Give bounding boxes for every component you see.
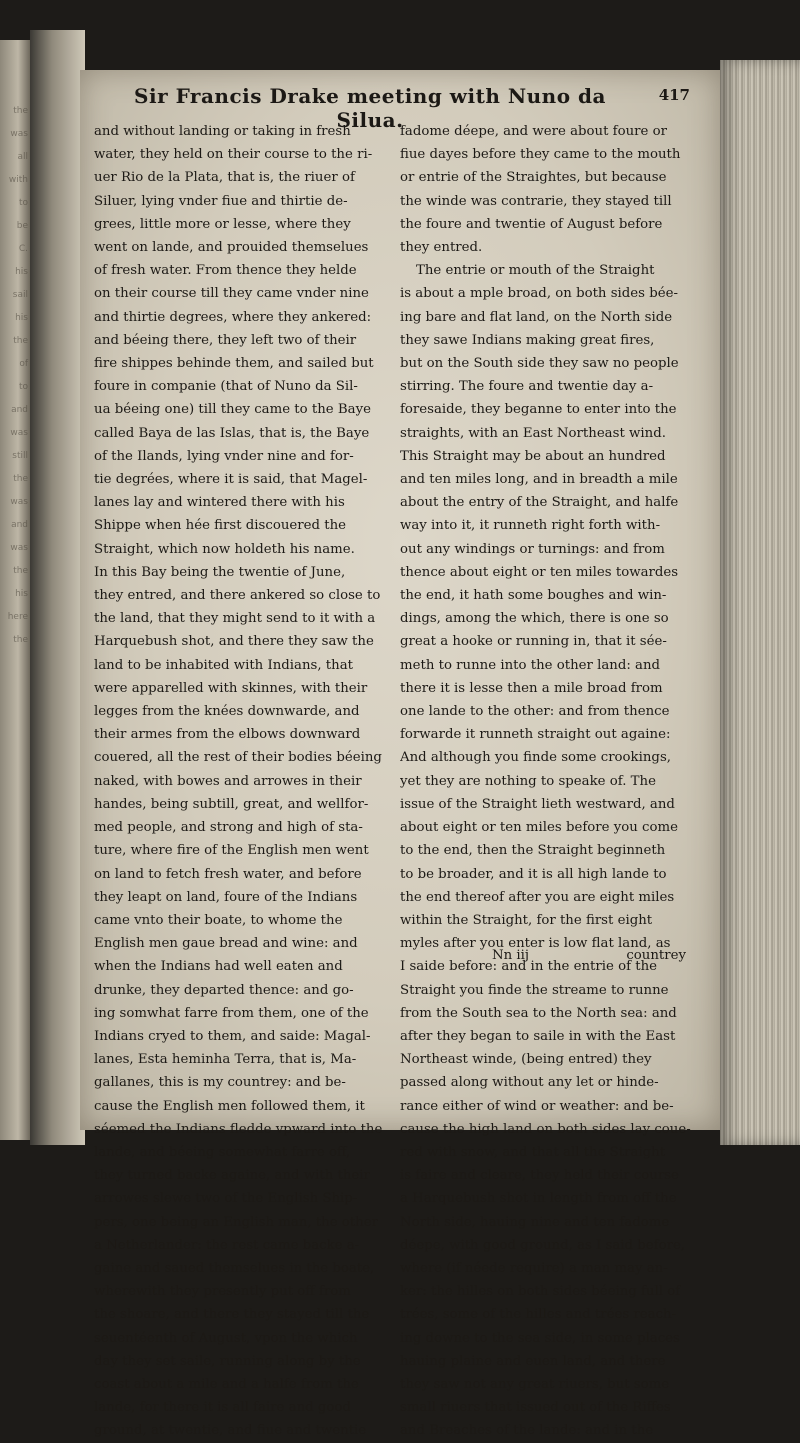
text-line: Straight, which now holdeth his name.: [94, 541, 355, 557]
text-line: fiue dayes before they came to the mouth: [400, 147, 681, 163]
page-number: 417: [658, 86, 690, 104]
text-line: a Harquebush shot in length from off the: [400, 1191, 677, 1207]
text-line: and Breaches of the lande: and in the: [400, 1423, 654, 1439]
text-line: ing downe to the sea side, in some places: [400, 1330, 680, 1346]
text-line: I saide before: and in the entrie of the: [400, 959, 658, 975]
text-line: the land, that they might send to it with a: [94, 611, 376, 627]
text-line: And although you finde some crookings,: [400, 750, 671, 766]
text-line: way into it, it runneth right forth with-: [400, 518, 661, 534]
text-line: issue of the Straight lieth westward, and: [400, 796, 675, 812]
text-line: naked, with bowes and arrowes in their: [94, 773, 362, 789]
text-line: of fresh water. From thence they helde: [94, 263, 357, 279]
text-line: and without landing or taking in fresh: [94, 124, 351, 139]
book-gutter: [30, 30, 85, 1145]
text-line: to be broader, and it is all high lande to: [400, 866, 667, 882]
text-line: from the South sea to the North sea: and: [400, 1005, 677, 1021]
text-line: when the Indians had well eaten and: [94, 959, 343, 975]
text-line: were apparelled with skinnes, with their: [94, 680, 368, 696]
text-line: myles after you enter is low flat land, as: [400, 936, 671, 952]
left-text-column: [94, 120, 390, 1443]
text-line: The entrie or mouth of the Straight: [416, 263, 655, 279]
text-line: grees, little more or lesse, where they: [94, 216, 351, 232]
text-line: red with snow, and that all the Straight: [400, 1144, 666, 1160]
text-line: thence about eight or ten miles towardes: [400, 564, 679, 580]
text-line: uer Rio de la Plata, that is, the riuer of: [94, 170, 355, 186]
text-line: but on the South side they saw no people: [400, 356, 679, 372]
text-line: came vnto their boate, to whome the: [94, 912, 343, 928]
text-line: gallanes, this is my countrey: and be-: [94, 1075, 346, 1091]
text-line: of the Ilands, lying vnder nine and for-: [94, 448, 354, 464]
text-line: dings, among the which, there is one so: [400, 611, 669, 627]
text-line: Shippe when hée first discouered the: [94, 518, 347, 534]
text-line: forwarde it runneth straight out againe:: [400, 727, 671, 743]
text-line: is about a mple broad, on both sides bée-: [400, 286, 678, 302]
text-line: meth to runne into the other land: and: [400, 657, 661, 673]
text-line: legges from the knées downwarde, and: [94, 704, 360, 720]
right-text-column: [400, 120, 696, 1443]
text-line: déepe, with good ground, as I said before,: [400, 1237, 686, 1253]
text-line: and thirtie degrees, where they ankered:: [94, 309, 372, 325]
text-line: called Baya de las Islas, that is, the Baye: [94, 425, 370, 441]
text-line: the end thereof after you are eight miles: [400, 889, 675, 905]
text-line: on land to fetch fresh water, and before: [94, 866, 362, 882]
text-line: a Netherlander: the rest came backe a-: [94, 1237, 360, 1253]
text-line: about eight or ten miles before you come: [400, 820, 678, 836]
book-page: [80, 70, 720, 1439]
text-line: In this Bay being the twentie of June,: [94, 564, 346, 580]
text-line: yet they are nothing to speake of. The: [400, 773, 656, 789]
text-line: on their course till they came vnder nine: [94, 286, 369, 302]
text-line: lande, and béeing somewhat farre off,: [94, 1144, 351, 1160]
text-line: séemed the Indians fledde vpward into the: [94, 1121, 383, 1137]
text-line: is faire and cleare, they held their course: [400, 1168, 679, 1184]
text-line: seuentéenth of August, vpon the which: [94, 1330, 358, 1346]
text-line: there it is lesse then a mile broad from: [400, 680, 663, 696]
text-line: the shoare, and there they stayed till the: [94, 1307, 370, 1323]
text-line: fadome déepe, and were about foure or: [400, 124, 667, 139]
text-line: arrowes slewe two of the English Ship-: [94, 1191, 358, 1207]
text-line: Straight you finde the streame to runne: [400, 982, 669, 998]
text-line: passed along without any let or hinde-: [400, 1075, 659, 1091]
text-line: or entrie of the Straightes, but because: [400, 170, 667, 186]
text-line: lanes lay and wintered there with his: [94, 495, 345, 511]
text-line: foresaide, they beganne to enter into the: [400, 402, 677, 418]
text-line: they entred.: [400, 240, 483, 256]
running-title: Sir Francis Drake meeting with Nuno da Silua.: [134, 84, 606, 132]
text-line: land to be inhabited with Indians, that: [94, 657, 353, 673]
text-line: trées, some of the hilles and trées reach-: [400, 1307, 677, 1323]
text-line: cause the high land on both sides lay coue-: [400, 1121, 691, 1137]
text-line: ing bare and flat land, on the North side: [400, 309, 673, 325]
text-line: they entred, and there ankered so close to: [94, 588, 381, 604]
text-line: tie degrées, where it is said, that Magel-: [94, 472, 368, 488]
text-line: This Straight may be about an hundred: [400, 448, 666, 464]
text-line: small riuers that issued out of the Riffes: [400, 1400, 671, 1416]
text-line: rance either of wind or weather: and be-: [400, 1098, 674, 1114]
text-line: Siluer, lying vnder fiue and thirtie de-: [94, 193, 348, 209]
text-line: the winde was contrarie, they stayed till: [400, 193, 672, 209]
text-line: they saw not any great riuers, but some: [400, 1376, 670, 1392]
text-line: cause the English men followed them, it: [94, 1098, 365, 1114]
text-line: coast about a mile and a halfe from the: [94, 1376, 359, 1392]
text-line: ing somwhat farre from them, one of the: [94, 1005, 369, 1021]
text-line: ua béeing one) till they came to the Baye: [94, 402, 371, 418]
text-line: they sawe Indians making great fires,: [400, 332, 655, 348]
text-line: the end, it hath some boughes and win-: [400, 588, 667, 604]
text-line: hauing plaine and euen land, and there: [400, 1353, 666, 1369]
text-line: Northeast winde, (being entred) they: [400, 1052, 652, 1068]
adjacent-page-text: the was all with to be C. his sail his the of to and was still the was and was the his here the: [7, 106, 28, 645]
text-line: within the Straight, for the first eight: [400, 912, 653, 928]
text-line: to the end, then the Straight beginneth: [400, 843, 666, 859]
text-line: foure in companie (that of Nuno da Sil-: [94, 379, 358, 395]
text-line: ground, at twentie, and fiue and twentie: [94, 1423, 367, 1439]
text-line: handes, being subtill, great, and wellfor-: [94, 796, 369, 812]
text-line: straights, with an East Northeast wind.: [400, 425, 666, 441]
text-line: ture, where fire of the English men went: [94, 843, 369, 859]
text-line: one lande to the other: and from thence: [400, 704, 670, 720]
text-line: water, they held on their course to the ri-: [94, 147, 373, 163]
text-line: great a hooke or running in, that it sée-: [400, 634, 667, 650]
text-line: Harquebush shot, and there they saw the: [94, 634, 374, 650]
text-line: after they began to saile in with the East: [400, 1028, 676, 1044]
text-line: they turned backe againe, and with their: [94, 1168, 370, 1184]
page-stack-edges: [720, 60, 800, 1145]
text-line: day they set saile, running along by the: [94, 1353, 361, 1369]
signature-mark: Nn iij: [492, 948, 530, 963]
adjacent-page-edge: [0, 40, 30, 1140]
text-line: the foure and twentie of August before: [400, 216, 663, 232]
text-line: couered, all the rest of their bodies béeing: [94, 750, 382, 766]
text-line: went on lande, and prouided themselues: [94, 240, 369, 256]
text-line: English men gaue bread and wine: and: [94, 936, 358, 952]
text-line: their armes from the elbows downward: [94, 727, 361, 743]
text-line: and ten miles long, and in breadth a mile: [400, 472, 678, 488]
text-line: about the entry of the Straight, and halfe: [400, 495, 679, 511]
text-line: where (if néede require) a man may an-: [400, 1260, 668, 1276]
page-footer: [400, 948, 696, 972]
text-line: and béeing there, they left two of their: [94, 332, 357, 348]
text-line: lanes, Esta heminha Terra, that is, Ma-: [94, 1052, 357, 1068]
catchword: countrey: [626, 948, 686, 963]
text-line: pers, one being an English man, the other: [94, 1214, 378, 1230]
text-line: out any windings or turnings: and from: [400, 541, 665, 557]
text-line: stirring. The foure and twentie day a-: [400, 379, 654, 395]
text-line: fire shippes behinde them, and sailed but: [94, 356, 374, 372]
text-line: lande, for there it is all faire and good: [94, 1400, 351, 1416]
text-line: ker: the hilles on both sides béeing full of: [400, 1284, 681, 1300]
text-line: drunke, they departed thence: and go-: [94, 982, 354, 998]
text-line: Indians cryed to them, and saide: Magal-: [94, 1028, 371, 1044]
text-line: gaine and saued themselues in the boate,: [94, 1260, 375, 1276]
text-line: North side, hauing nine and ten fadome: [400, 1214, 670, 1230]
text-line: med people, and strong and high of sta-: [94, 820, 363, 836]
text-line: wherewith they presently put off from: [94, 1284, 351, 1300]
text-line: they leapt on land, foure of the Indians: [94, 889, 358, 905]
